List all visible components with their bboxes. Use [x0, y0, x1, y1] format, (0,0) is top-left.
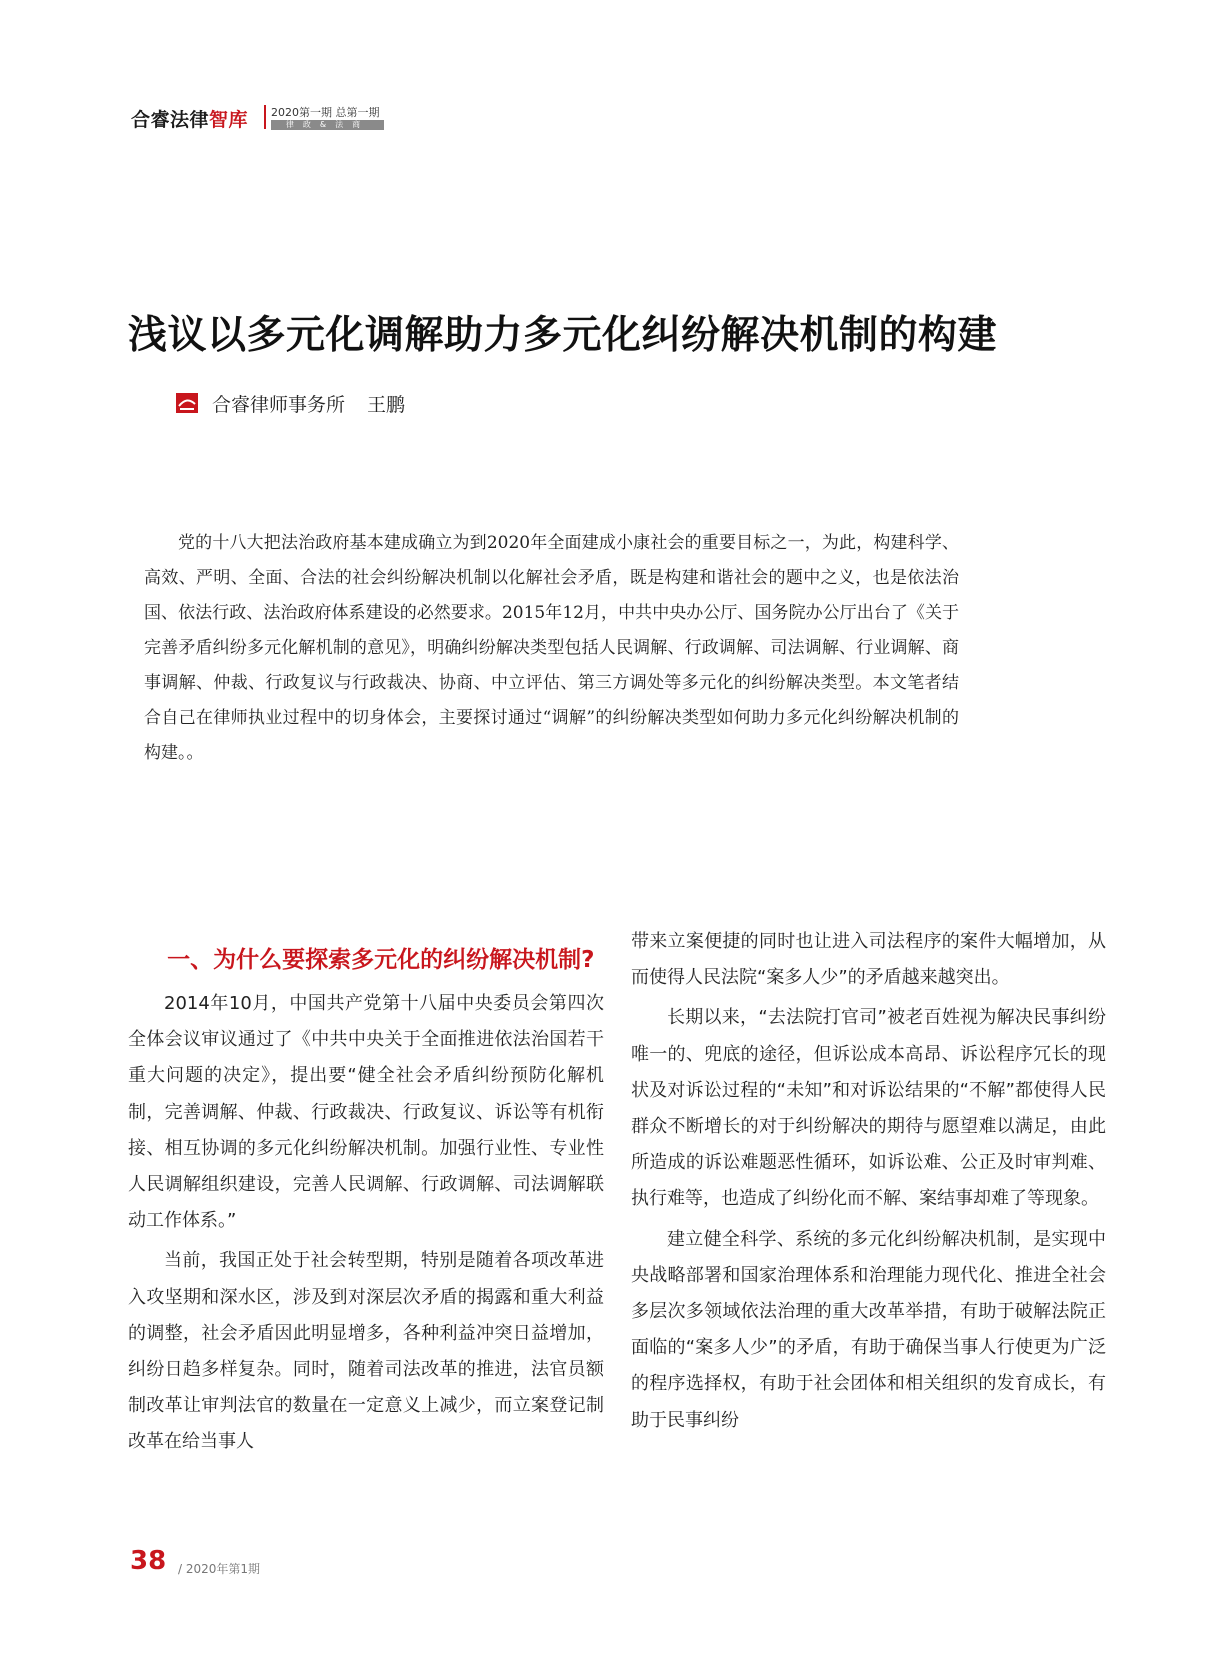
issue-tagline: 律政&法商: [271, 120, 384, 130]
byline-text: [212, 390, 405, 417]
body-paragraph: 2014年10月，中国共产党第十八届中央委员会第四次全体会议审议通过了《中共中央关于全面推进依法治国若干重大问题的决定》，提出要“健全社会矛盾纠纷预防化解机制，完善调解、仲裁、行政裁决、行政复议、诉讼等有机衔接、相互协调的多元化纠纷解决机制。加强行业性、专业性人民调解组织建设，完善人民调解、行政调解、司法调解联动工作体系。”: [128, 993, 604, 1232]
firm-logo-icon: [176, 393, 198, 413]
issue-info: 2020第一期 总第一期: [271, 106, 380, 119]
footer-issue: / 2020年第1期: [178, 1562, 261, 1576]
body-paragraph: 当前，我国正处于社会转型期，特别是随着各项改革进入攻坚期和深水区，涉及到对深层次矛盾的揭露和重大利益的调整，社会矛盾因此明显增多，各种利益冲突日益增加，纠纷日趋多样复杂。同时，随着司法改革的推进，法官员额制改革让审判法官的数量在一定意义上减少，而立案登记制改革在给当事人: [128, 1250, 604, 1453]
right-column: [631, 931, 1106, 1443]
brand-accent: 智库: [209, 109, 249, 131]
brand-name: [131, 105, 248, 132]
body-paragraph: 建立健全科学、系统的多元化纠纷解决机制，是实现中央战略部署和国家治理体系和治理能力现代化、推进全社会多层次多领域依法治理的重大改革举措，有助于破解法院正面临的“案多人少”的矛盾，有助于确保当事人行使更为广泛的程序选择权，有助于社会团体和相关组织的发育成长，有助于民事纠纷: [631, 1228, 1106, 1431]
body-paragraph: 长期以来，“去法院打官司”被老百姓视为解决民事纠纷唯一的、兜底的途径，但诉讼成本高昂、诉讼程序冗长的现状及对诉讼过程的“未知”和对诉讼结果的“不解”都使得人民群众不断增长的对于纠纷解决的期待与愿望难以满足，由此所造成的诉讼难题恶性循环，如诉讼难、公正及时审判难、执行难等，也造成了纠纷化而不解、案结事却难了等现象。: [631, 1007, 1106, 1210]
body-paragraph-continued: 带来立案便捷的同时也让进入司法程序的案件大幅增加，从而使得人民法院“案多人少”的矛盾越来越突出。: [631, 931, 1106, 989]
page-number: 38: [130, 1546, 167, 1576]
abstract: 党的十八大把法治政府基本建成确立为到2020年全面建成小康社会的重要目标之一，为此，构建科学、高效、严明、全面、合法的社会纠纷解决机制以化解社会矛盾，既是构建和谐社会的题中之义，也是依法治国、依法行政、法治政府体系建设的必然要求。2015年12月，中共中央办公厅、国务院办公厅出台了《关于完善矛盾纠纷多元化解机制的意见》，明确纠纷解决类型包括人民调解、行政调解、司法调解、行业调解、商事调解、仲裁、行政复议与行政裁决、协商、中立评估、第三方调处等多元化的纠纷解决类型。本文笔者结合自己在律师执业过程中的切身体会，主要探讨通过“调解”的纠纷解决类型如何助力多元化纠纷解决机制的构建。。: [144, 533, 959, 763]
brand-main: 合睿法律: [131, 109, 210, 131]
article-title: 浅议以多元化调解助力多元化纠纷解决机制的构建: [128, 313, 998, 358]
brand-divider: [264, 105, 266, 129]
section-heading: 一、为什么要探索多元化的纠纷解决机制?: [167, 947, 595, 973]
firm-name: 合睿律师事务所: [212, 394, 346, 416]
author-name: 王鹏: [367, 394, 406, 416]
left-column: [128, 940, 604, 1465]
